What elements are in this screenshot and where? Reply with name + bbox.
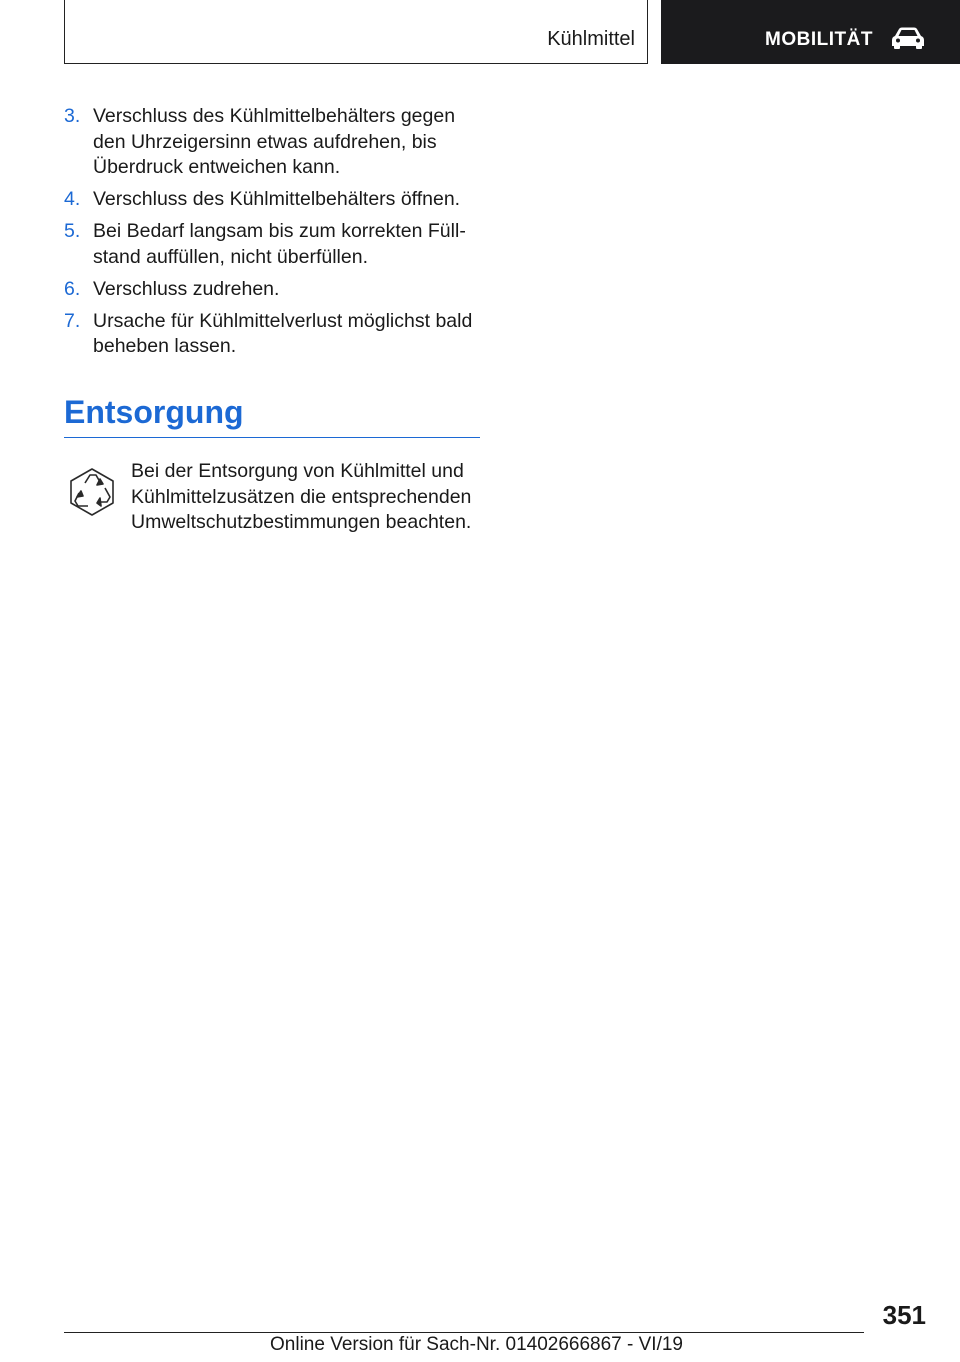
car-icon — [891, 26, 925, 50]
step-number: 5. — [64, 220, 81, 242]
step-text: Verschluss des Kühlmittelbehälters öffnen. — [93, 188, 461, 210]
list-item — [64, 104, 484, 181]
list-item — [64, 219, 484, 270]
page-number: 351 — [882, 1300, 926, 1330]
list-item — [64, 187, 484, 213]
recycle-icon — [66, 466, 118, 518]
footer-text: Online Version für Sach-Nr. 01402666867 - VI/19 — [270, 1334, 683, 1355]
list-item — [64, 309, 484, 360]
step-number: 7. — [64, 309, 81, 332]
step-text: Verschluss zudrehen. — [93, 277, 280, 300]
header-section-title: Kühlmittel — [547, 28, 635, 50]
step-text: Verschluss des Kühlmittelbehälters gegen den Uhrzeigersinn etwas aufdrehen, bis Überdruck entweichen kann. — [93, 105, 456, 178]
disposal-note: Bei der Entsorgung von Kühlmittel und Kühlmittelzusätzen die entsprechenden Umweltschutzbestimmungen beachten. — [131, 460, 472, 533]
header-chapter-label: MOBILITÄT — [765, 29, 873, 50]
step-number: 3. — [64, 105, 81, 127]
section-title: Entsorgung — [64, 394, 480, 438]
step-number: 6. — [64, 277, 81, 300]
header-section-box — [64, 0, 648, 64]
footer-divider — [64, 1332, 864, 1333]
step-number: 4. — [64, 188, 81, 210]
list-item — [64, 277, 484, 303]
step-text: Ursache für Kühlmittelverlust möglichst bald beheben lassen. — [93, 309, 473, 357]
instruction-steps — [64, 104, 484, 366]
header-chapter-tab — [661, 0, 960, 64]
step-text: Bei Bedarf langsam bis zum korrekten Füllstand auffüllen, nicht überfüllen. — [93, 220, 466, 268]
